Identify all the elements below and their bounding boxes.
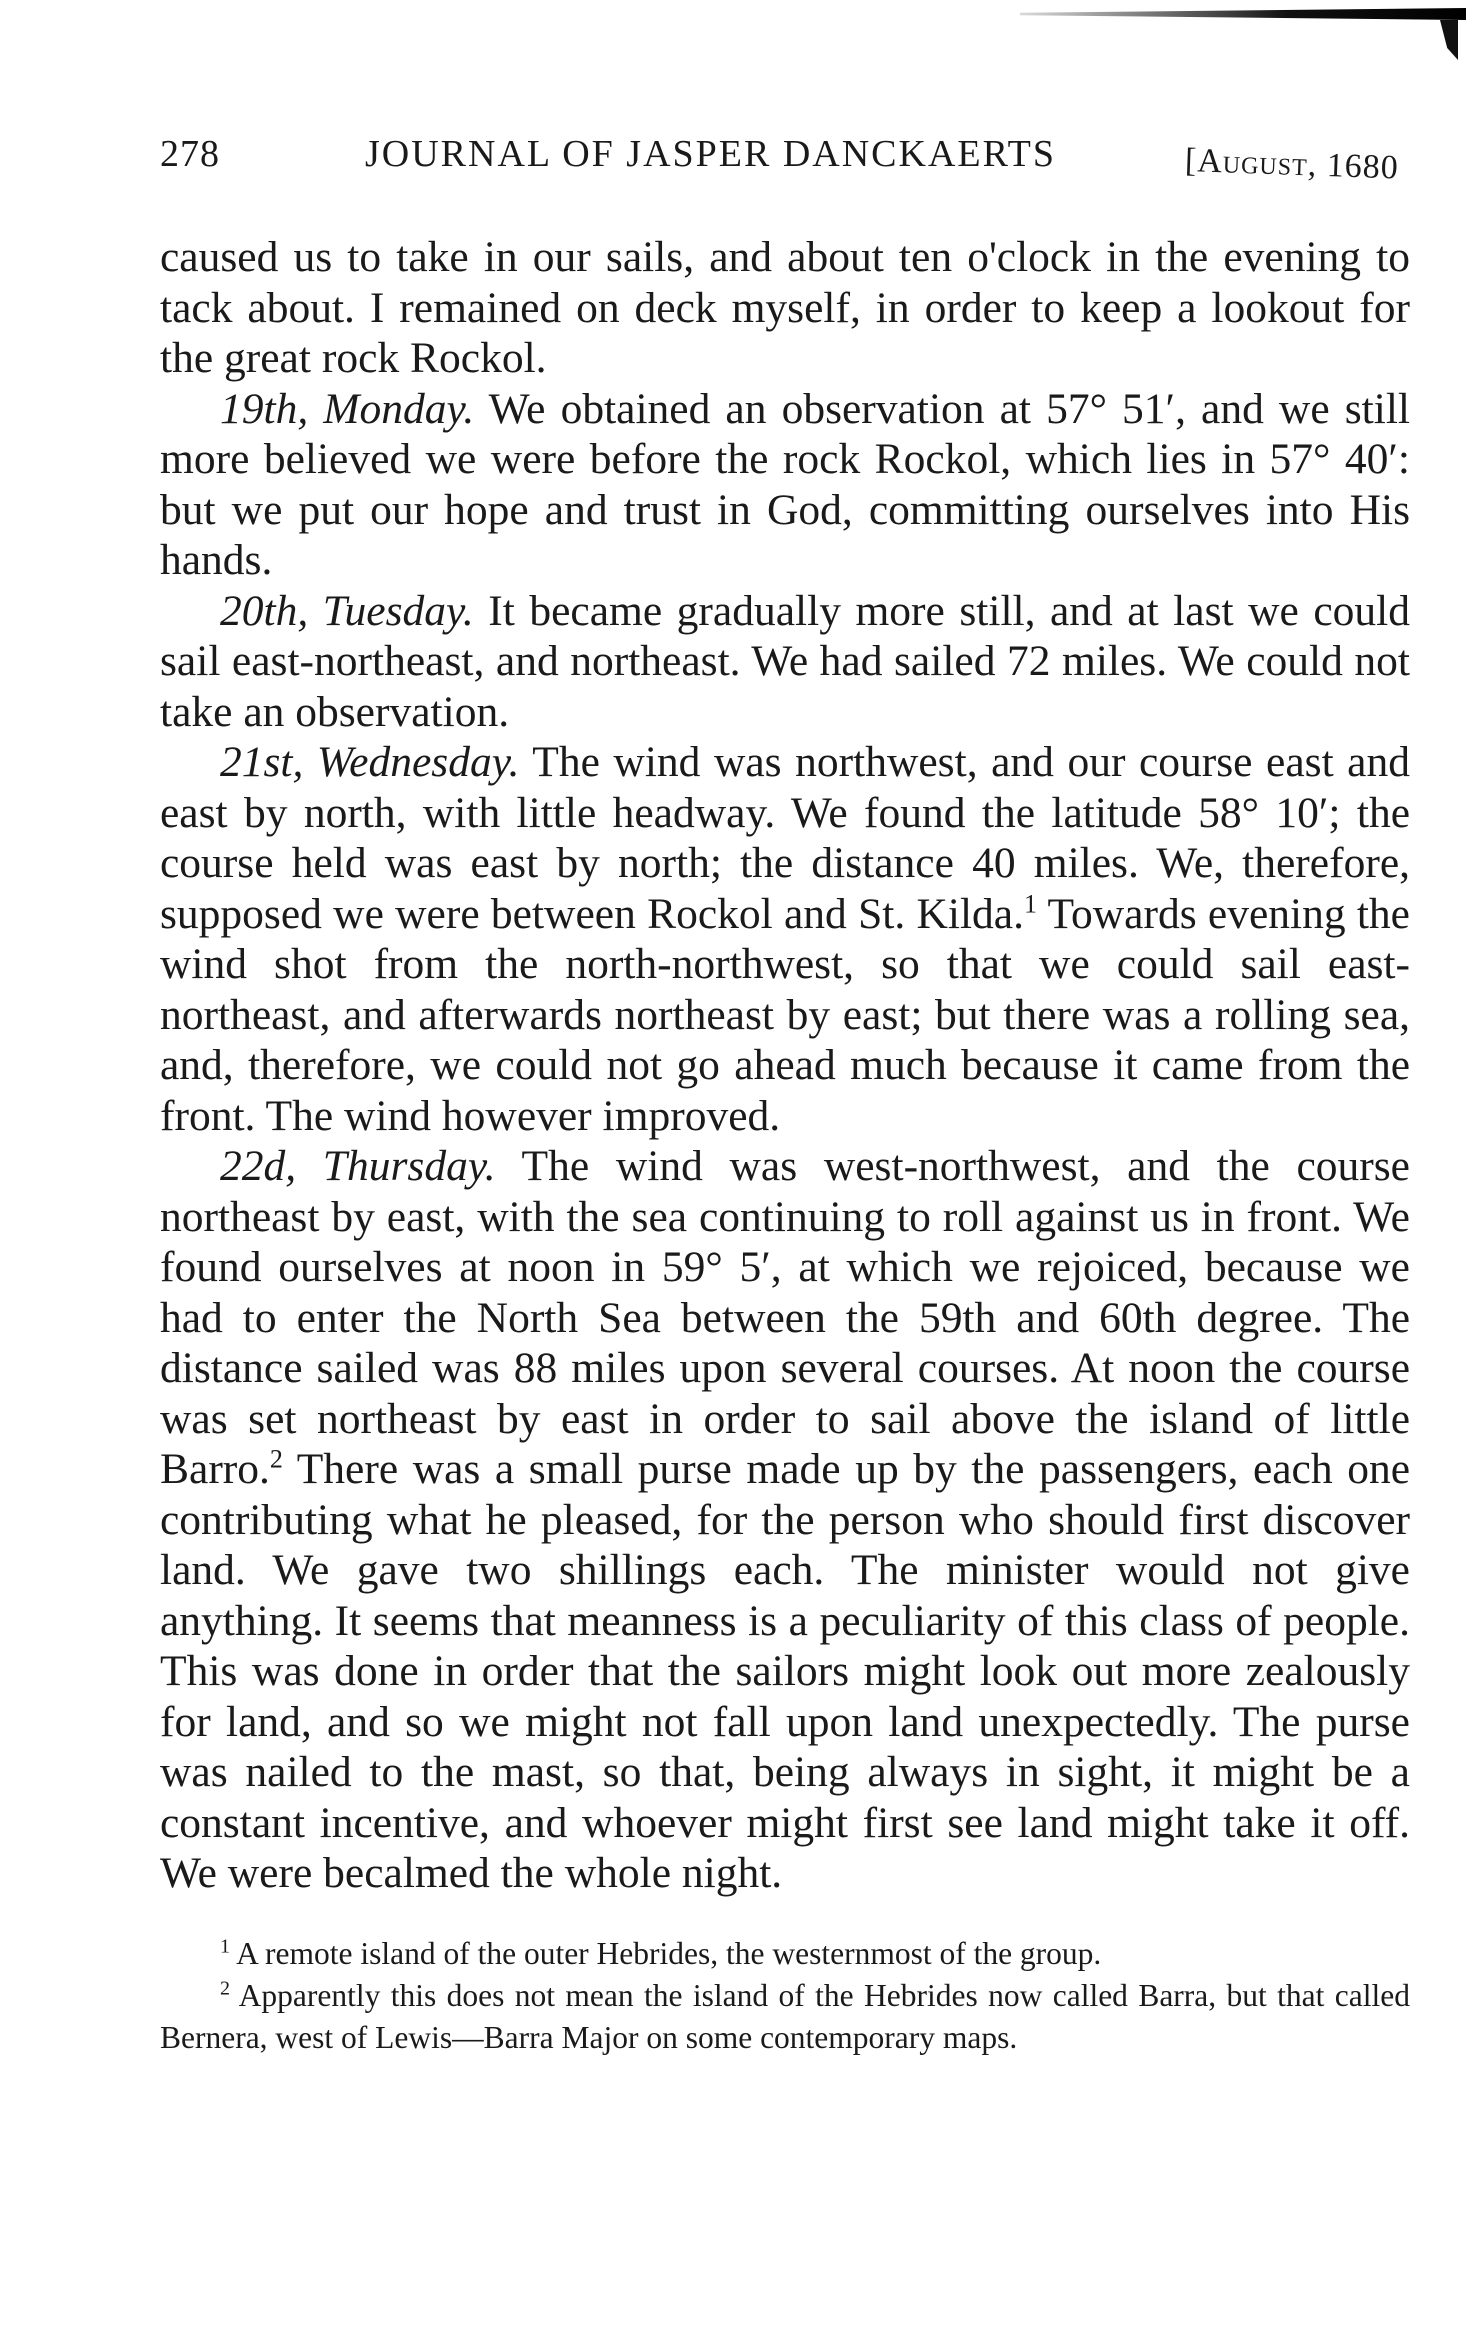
running-title: JOURNAL OF JASPER DANCKAERTS (365, 133, 1057, 175)
paragraph-text: caused us to take in our sails, and about ten o'clock in the evening to tack about. I remained on deck myself, in order to keep a lookout for the great rock Rockol. (160, 233, 1410, 382)
paragraph (160, 586, 1410, 738)
paragraph-text: The wind was west-northwest, and the course northeast by east, with the sea continuing to roll against us in front. We found ourselves at noon in 59° 5′, at which we rejoiced, because we had to enter the North Sea between the 59th and 60th degree. The distance sailed was 88 miles upon several courses. At noon the course was set northeast by east in order to sail above the island of little Barro. (160, 1142, 1410, 1493)
footnote-mark: 1 (220, 1935, 230, 1957)
paragraph (160, 232, 1410, 384)
paragraph (160, 737, 1410, 1141)
paragraph-text: The wind was northwest, and our course east and east by north, with little headway. We found the latitude 58° 10′; the course held was east by north; the distance 40 miles. We, therefore, supposed we were between Rockol and St. Kilda. (160, 738, 1410, 938)
page-number: 278 (160, 133, 220, 175)
page-edge-mark (1020, 8, 1466, 20)
running-head (160, 120, 1410, 190)
paragraph (160, 384, 1410, 586)
footnote (160, 1933, 1410, 1975)
footnotes (160, 1933, 1410, 2059)
body-text (160, 232, 1410, 1899)
footnote (160, 1975, 1410, 2059)
paragraph-text: We obtained an observation at 57° 51′, and we still more believed we were before the rock Rockol, which lies in 57° 40′: but we put our hope and trust in God, committing ourselves into His hands. (160, 384, 1410, 584)
footnote-reference: 2 (269, 1444, 283, 1474)
entry-date: 22d, Thursday. (220, 1142, 496, 1190)
entry-date: 20th, Tuesday. (220, 586, 474, 635)
footnote-text: Apparently this does not mean the island of the Hebrides now called Barra, but that called Bernera, west of Lewis—Barra Major on some contemporary maps. (160, 1977, 1410, 2055)
book-page (160, 120, 1410, 2059)
footnote-mark: 2 (220, 1977, 230, 1999)
page-edge-mark-tail (1440, 20, 1458, 60)
paragraph-text: There was a small purse made up by the passengers, each one contributing what he pleased, for the person who should first discover land. We gave two shillings each. The minister would not give anything. It seems that meanness is a peculiarity of this class of people. This was done in order that the sailors might look out more zealously for land, and so we might not fall upon land unexpectedly. The purse was nailed to the mast, so that, being always in sight, it might be a constant incentive, and whoever might first see land might take it off. We were becalmed the whole night. (160, 1445, 1410, 1897)
entry-date: 21st, Wednesday. (220, 738, 520, 786)
entry-date: 19th, Monday. (220, 384, 475, 433)
paragraph-text: Towards evening the wind shot from the north-northwest, so that we could sail east-northeast, and afterwards northeast by east; but there was a rolling sea, and, therefore, we could not go ahead much because it came from the front. The wind however improved. (160, 889, 1410, 1140)
paragraph (160, 1141, 1410, 1899)
footnote-reference: 1 (1024, 889, 1037, 918)
footnote-text: A remote island of the outer Hebrides, the westernmost of the group. (230, 1935, 1102, 1971)
running-date: [August, 1680 (1184, 142, 1400, 187)
paragraph-text: It became gradually more still, and at last we could sail east-northeast, and northeast. We had sailed 72 miles. We could not take an observation. (160, 586, 1410, 736)
